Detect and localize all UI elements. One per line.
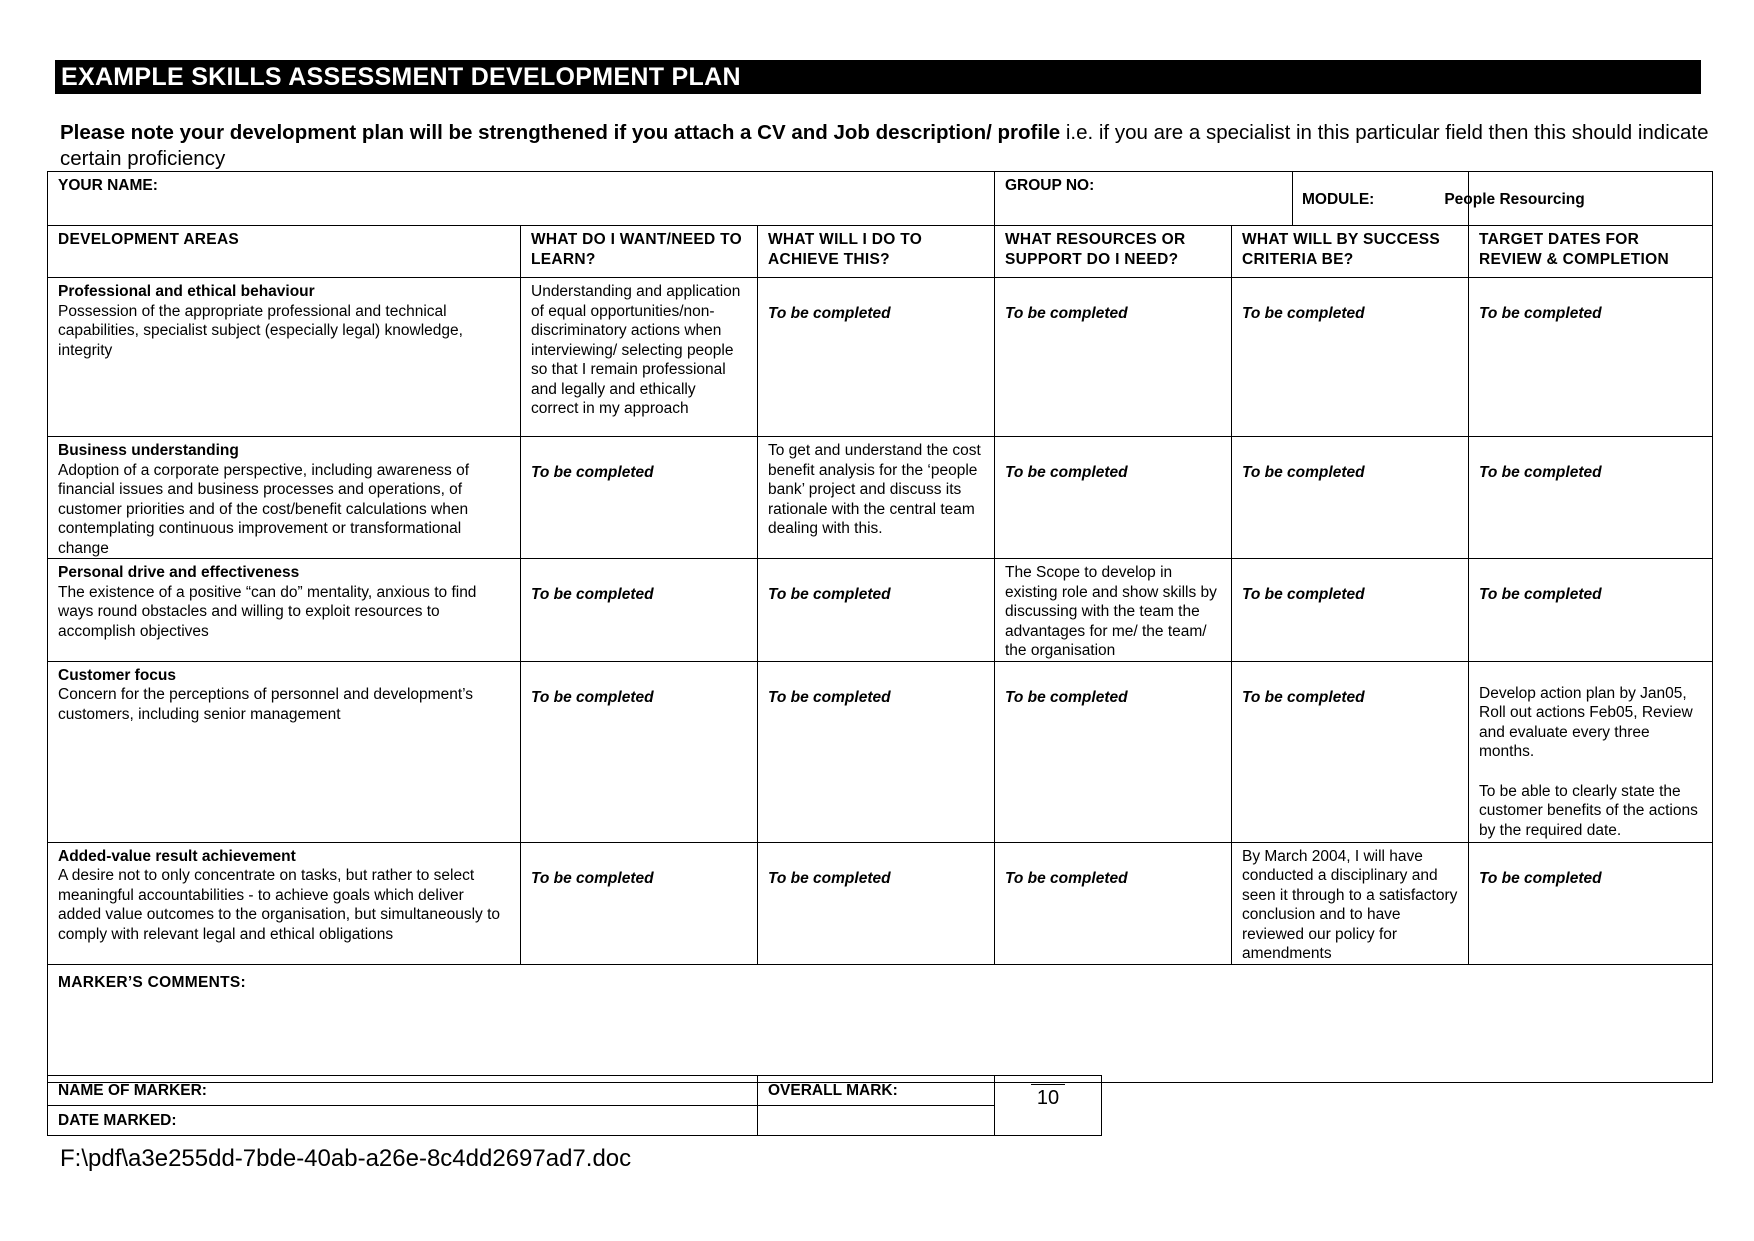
area-cell: [48, 437, 521, 559]
page-title: EXAMPLE SKILLS ASSESSMENT DEVELOPMENT PLAN: [55, 60, 1701, 94]
achieve-text: To be completed: [768, 869, 891, 887]
dates-cell[interactable]: [1469, 437, 1713, 559]
table-row: [48, 437, 1713, 559]
file-path: F:\pdf\a3e255dd-7bde-40ab-a26e-8c4dd2697ad7.doc: [60, 1145, 632, 1172]
mark-score-line: [1031, 1084, 1065, 1085]
learn-cell[interactable]: [521, 661, 758, 842]
area-title: Personal drive and effectiveness: [58, 564, 300, 581]
table-row: [48, 661, 1713, 842]
learn-text: To be completed: [531, 688, 654, 706]
module-label: MODULE:: [1302, 191, 1375, 208]
dates-text-2: To be able to clearly state the customer benefits of the actions by the required date.: [1479, 782, 1698, 839]
achieve-text: To get and understand the cost benefit analysis for the ‘people bank’ project and discuss its rationale with the central team dealing with this.: [768, 442, 981, 537]
dates-text: To be completed: [1479, 586, 1602, 603]
mark-denominator: 10: [1036, 1087, 1060, 1109]
resources-cell[interactable]: [995, 437, 1232, 559]
criteria-text: By March 2004, I will have conducted a disciplinary and seen it through to a satisfactory conclusion and to have reviewed our policy for amendments: [1242, 847, 1458, 962]
area-cell: [48, 842, 521, 964]
header-dates: TARGET DATES FOR REVIEW & COMPLETION: [1469, 226, 1713, 278]
area-title: Professional and ethical behaviour: [58, 283, 315, 300]
your-name-label: YOUR NAME:: [58, 177, 158, 194]
achieve-text: To be completed: [768, 586, 891, 603]
development-plan-table: [47, 171, 1713, 1083]
overall-mark-field[interactable]: [758, 1076, 995, 1106]
comments-row: [48, 964, 1713, 1082]
criteria-cell[interactable]: [1232, 842, 1469, 964]
identity-row: [48, 172, 1713, 226]
area-description: Possession of the appropriate professional and technical capabilities, specialist subject (especially legal) knowledge, integrity: [58, 302, 463, 359]
group-no-label: GROUP NO:: [1005, 177, 1095, 194]
table-row: [48, 842, 1713, 964]
module-field: [1302, 172, 1713, 226]
area-description: Concern for the perceptions of personnel and development’s customers, including senior management: [58, 686, 474, 723]
area-title: Business understanding: [58, 442, 239, 459]
resources-text: To be completed: [1005, 869, 1128, 887]
area-title: Added-value result achievement: [58, 847, 296, 865]
learn-text: To be completed: [531, 869, 654, 887]
note-bold: Please note your development plan will be strengthened if you attach a CV and Job description/ profile: [60, 121, 1061, 144]
achieve-cell[interactable]: [758, 559, 995, 662]
resources-cell[interactable]: [995, 278, 1232, 437]
achieve-text: To be completed: [768, 305, 891, 322]
date-row: [48, 1106, 1102, 1136]
dates-text: To be completed: [1479, 869, 1602, 887]
achieve-cell[interactable]: [758, 278, 995, 437]
name-of-marker-field[interactable]: [48, 1076, 758, 1106]
dates-text: To be completed: [1479, 464, 1602, 481]
learn-text: To be completed: [531, 464, 654, 481]
achieve-cell[interactable]: [758, 661, 995, 842]
criteria-cell[interactable]: [1232, 437, 1469, 559]
header-resources: WHAT RESOURCES OR SUPPORT DO I NEED?: [995, 226, 1232, 278]
dates-cell[interactable]: [1469, 661, 1713, 842]
note-normal: i.e. if you are a specialist in this particular field then this should indicate certain proficiency: [60, 121, 1709, 170]
resources-text: To be completed: [1005, 464, 1128, 481]
dates-cell[interactable]: [1469, 842, 1713, 964]
criteria-text: To be completed: [1242, 305, 1365, 322]
module-divider: [1292, 172, 1293, 225]
criteria-cell[interactable]: [1232, 661, 1469, 842]
header-achieve: WHAT WILL I DO TO ACHIEVE THIS?: [758, 226, 995, 278]
marker-row: [48, 1076, 1102, 1106]
area-cell: [48, 661, 521, 842]
header-learn: WHAT DO I WANT/NEED TO LEARN?: [521, 226, 758, 278]
table-row: [48, 278, 1713, 437]
learn-cell[interactable]: [521, 842, 758, 964]
learn-text: To be completed: [531, 586, 654, 603]
criteria-text: To be completed: [1242, 464, 1365, 481]
resources-text: To be completed: [1005, 305, 1128, 322]
criteria-text: To be completed: [1242, 586, 1365, 603]
dates-cell[interactable]: [1469, 559, 1713, 662]
your-name-field[interactable]: [48, 172, 995, 226]
learn-cell[interactable]: [521, 559, 758, 662]
achieve-text: To be completed: [768, 688, 891, 706]
instruction-note: [60, 120, 1710, 172]
resources-cell[interactable]: [995, 661, 1232, 842]
criteria-cell[interactable]: [1232, 559, 1469, 662]
table-row: [48, 559, 1713, 662]
overall-mark-label: OVERALL MARK:: [768, 1081, 898, 1099]
area-cell: [48, 559, 521, 662]
area-description: The existence of a positive “can do” mentality, anxious to find ways round obstacles and willing to exploit resources to accomplish objectives: [58, 583, 477, 640]
area-title: Customer focus: [58, 666, 176, 684]
header-development-areas: DEVELOPMENT AREAS: [48, 226, 521, 278]
header-criteria: WHAT WILL BY SUCCESS CRITERIA BE?: [1232, 226, 1469, 278]
resources-cell[interactable]: [995, 842, 1232, 964]
name-of-marker-label: NAME OF MARKER:: [58, 1081, 207, 1099]
module-group: [1302, 190, 1585, 210]
date-marked-label: DATE MARKED:: [58, 1111, 177, 1129]
resources-text: The Scope to develop in existing role and show skills by discussing with the team the advantages for me/ the team/ the organisation: [1005, 564, 1217, 659]
markers-comments-field[interactable]: [48, 964, 1713, 1082]
date-marked-field[interactable]: [48, 1106, 758, 1136]
dates-text: Develop action plan by Jan05, Roll out actions Feb05, Review and evaluate every three months.: [1479, 684, 1693, 760]
area-description: A desire not to only concentrate on tasks, but rather to select meaningful accountabilities - to achieve goals which deliver added value outcomes to the organisation, but simultaneously to comply with relevant legal and ethical obligations: [58, 867, 501, 943]
learn-cell[interactable]: [521, 437, 758, 559]
learn-text: Understanding and application of equal opportunities/non-discriminatory actions when interviewing/ selecting people so that I remain professional and legally and ethically correct in my approach: [531, 283, 741, 417]
mark-score[interactable]: [995, 1076, 1102, 1136]
learn-cell[interactable]: [521, 278, 758, 437]
achieve-cell[interactable]: [758, 842, 995, 964]
dates-cell[interactable]: [1469, 278, 1713, 437]
criteria-text: To be completed: [1242, 688, 1365, 706]
markers-comments-label: MARKER’S COMMENTS:: [58, 973, 246, 991]
marking-table: [47, 1075, 1102, 1136]
header-row: [48, 226, 1713, 278]
area-description: Adoption of a corporate perspective, including awareness of financial issues and business processes and operations, of customer priorities and of the cost/benefit calculations when contemplating continuous improvement or transformational change: [58, 461, 469, 557]
dates-text: To be completed: [1479, 305, 1602, 322]
achieve-cell[interactable]: [758, 437, 995, 559]
resources-cell[interactable]: [995, 559, 1232, 662]
area-cell: [48, 278, 521, 437]
date-marked-blank[interactable]: [758, 1106, 995, 1136]
resources-text: To be completed: [1005, 688, 1128, 706]
criteria-cell[interactable]: [1232, 278, 1469, 437]
module-value: People Resourcing: [1444, 191, 1585, 208]
